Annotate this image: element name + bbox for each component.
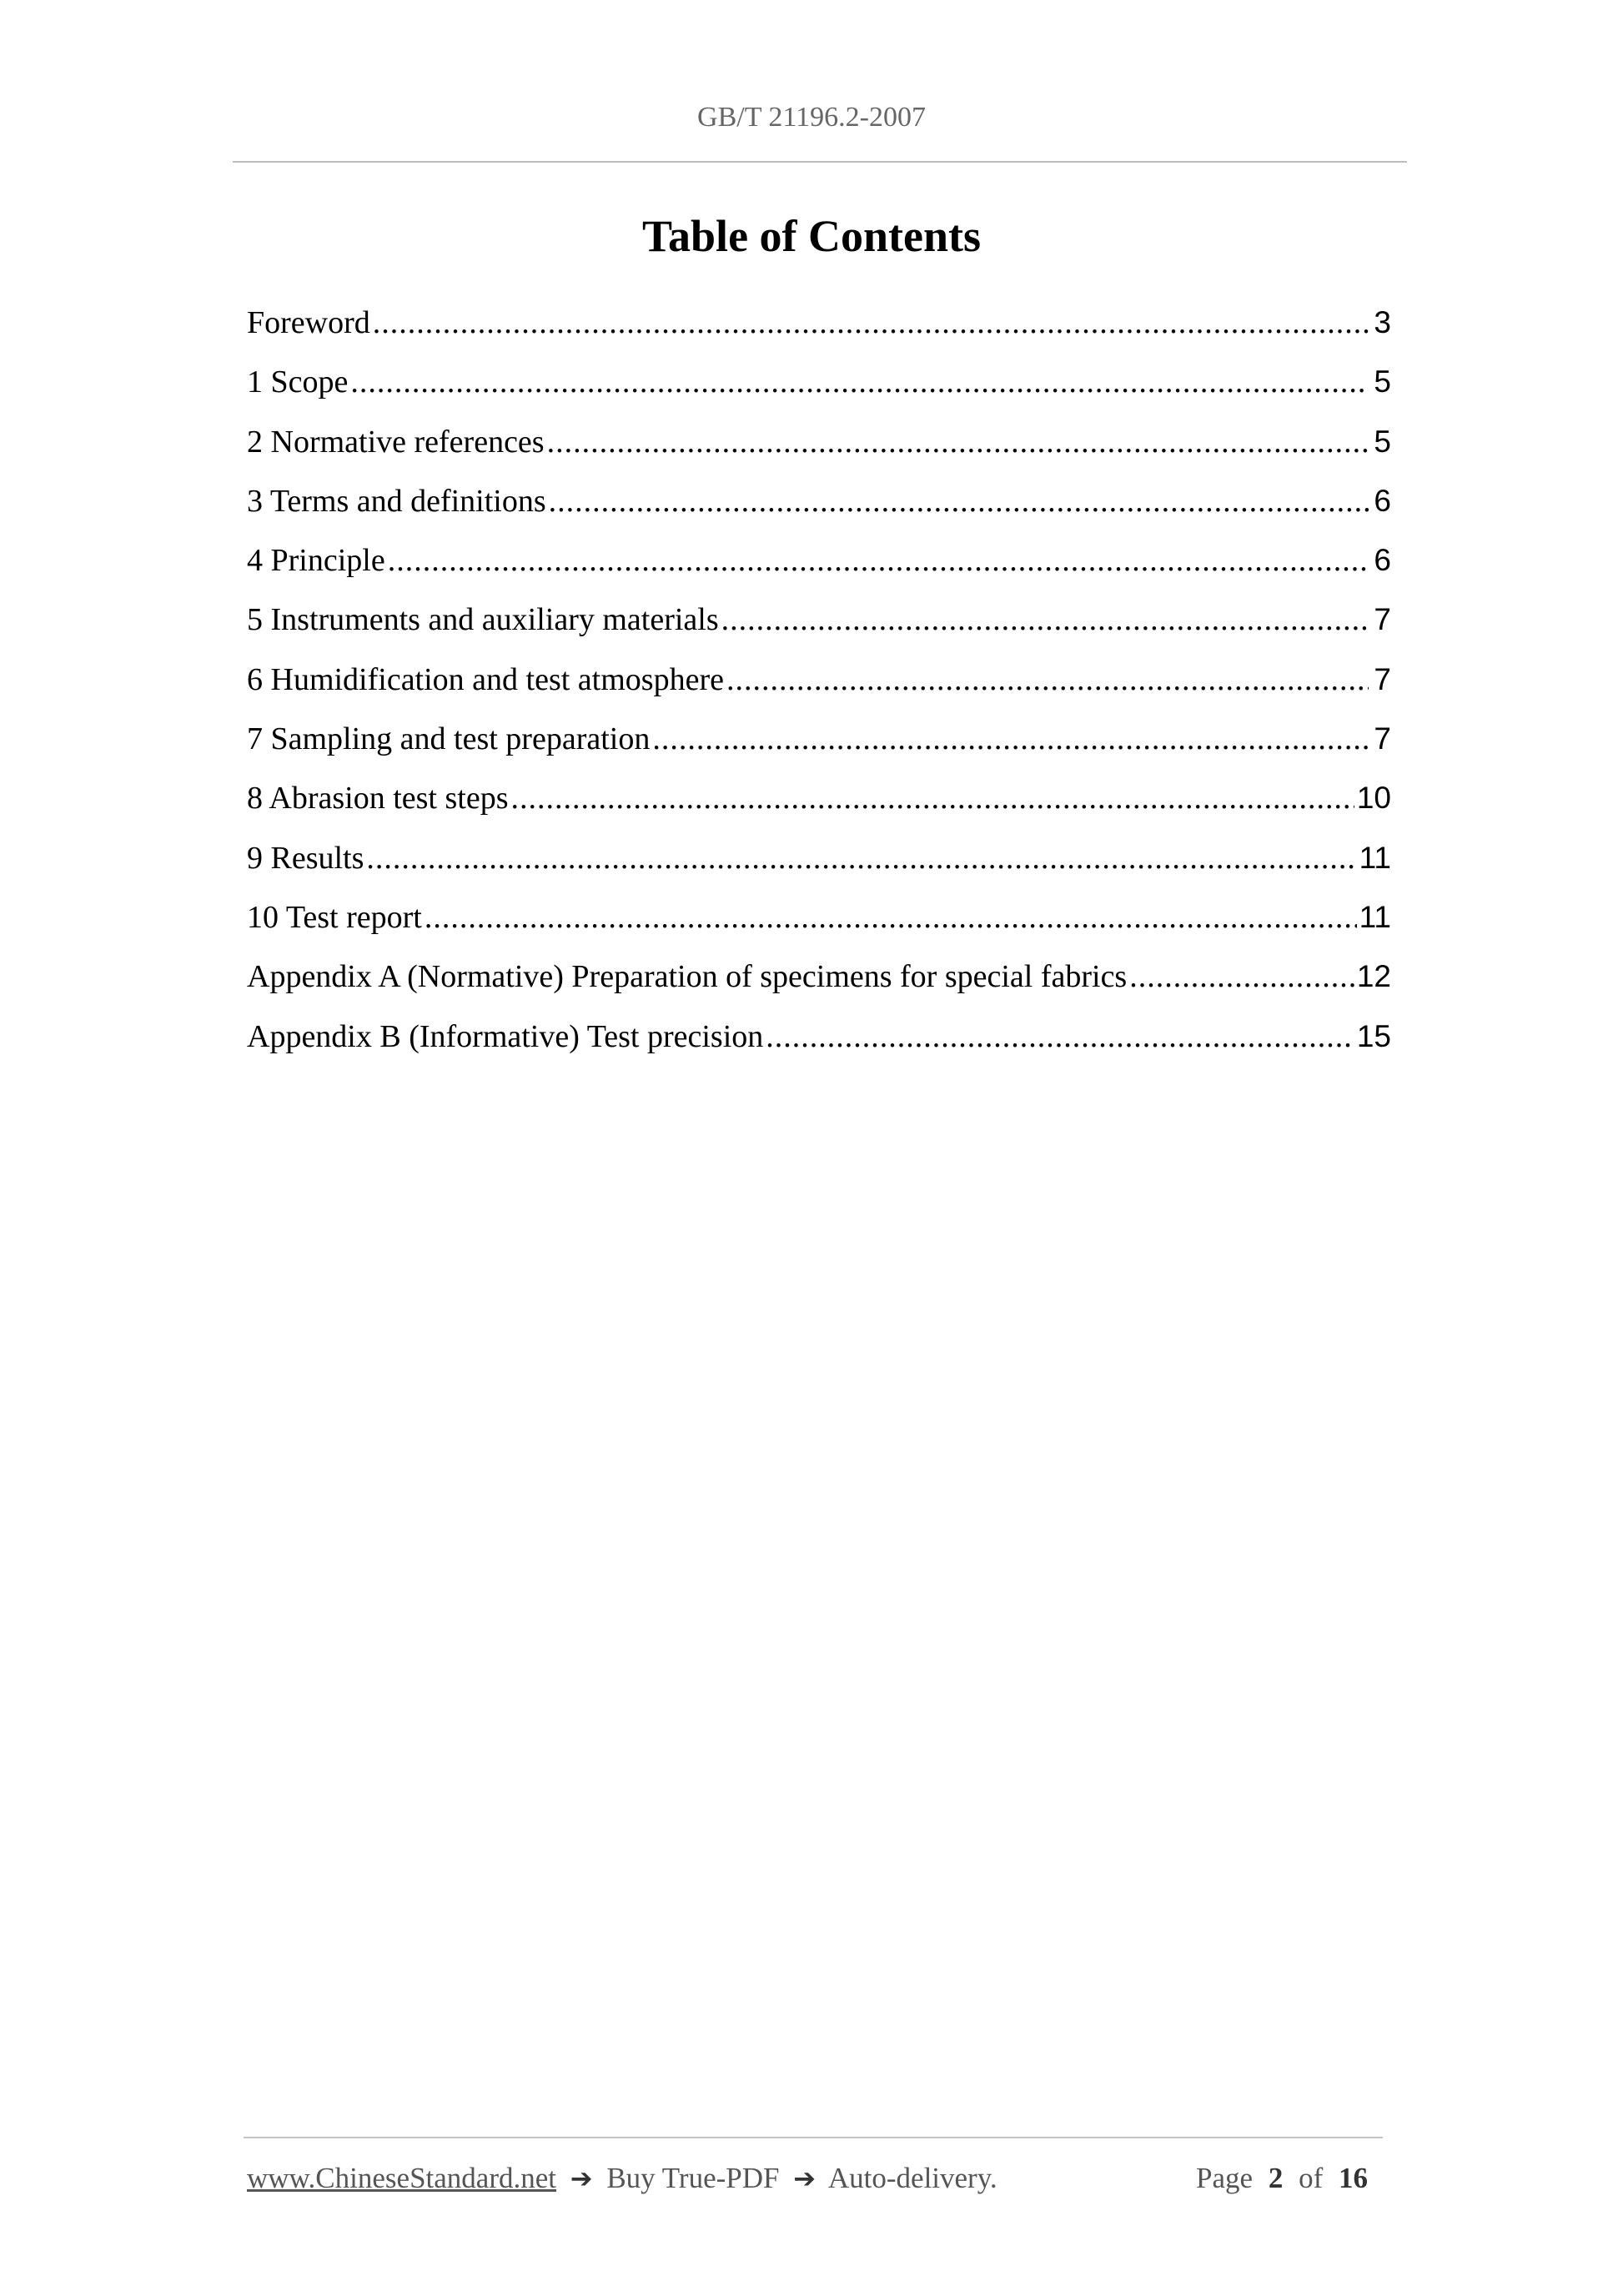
total-pages-number: 16: [1339, 2162, 1368, 2194]
toc-dot-leader: [547, 421, 1369, 463]
toc-entry-label: 4 Principle: [247, 543, 385, 579]
toc-entry-label: 10 Test report: [247, 899, 422, 935]
toc-title: Table of Contents: [641, 211, 982, 261]
toc-entry[interactable]: [247, 361, 1391, 420]
toc-entry-label: 9 Results: [247, 840, 364, 876]
footer-divider: [244, 2137, 1383, 2138]
toc-entry-label: 3 Terms and definitions: [247, 483, 546, 519]
document-code: GB/T 21196.2-2007: [697, 102, 926, 133]
toc-list: [247, 302, 1391, 1075]
toc-entry[interactable]: [247, 777, 1391, 837]
buy-true-pdf-text: Buy True-PDF: [606, 2162, 780, 2194]
toc-entry-page: 15: [1356, 1018, 1391, 1053]
toc-dot-leader: [652, 718, 1369, 760]
toc-entry[interactable]: [247, 659, 1391, 718]
toc-entry-page: 10: [1356, 781, 1391, 816]
toc-entry-page: 12: [1356, 959, 1391, 994]
toc-entry-page: 3: [1374, 305, 1391, 339]
toc-entry-label: 7 Sampling and test preparation: [247, 721, 651, 757]
toc-entry-page: 7: [1374, 602, 1391, 637]
toc-dot-leader: [510, 777, 1354, 819]
toc-entry[interactable]: [247, 837, 1391, 897]
toc-entry[interactable]: [247, 1016, 1391, 1075]
toc-entry-label: 1 Scope: [247, 364, 349, 400]
toc-entry-label: 5 Instruments and auxiliary materials: [247, 602, 719, 638]
toc-entry-label: 6 Humidification and test atmosphere: [247, 661, 724, 697]
toc-entry[interactable]: [247, 897, 1391, 956]
toc-entry-label: 2 Normative references: [247, 424, 545, 460]
toc-dot-leader: [721, 599, 1369, 641]
toc-entry-label: Foreword: [247, 305, 370, 340]
toc-entry-label: Appendix A (Normative) Preparation of specimens for special fabrics: [247, 959, 1128, 995]
toc-dot-leader: [1129, 956, 1354, 997]
right-arrow-icon: ➔: [793, 2163, 817, 2194]
right-arrow-icon: ➔: [570, 2163, 593, 2194]
toc-entry-page: 7: [1374, 661, 1391, 696]
toc-entry[interactable]: [247, 421, 1391, 480]
toc-entry-page: 6: [1374, 543, 1391, 578]
toc-entry-page: 5: [1374, 364, 1391, 399]
toc-entry[interactable]: [247, 956, 1391, 1015]
page-word: Page: [1196, 2162, 1254, 2194]
toc-entry-page: 11: [1359, 899, 1391, 934]
toc-entry[interactable]: [247, 540, 1391, 599]
header-divider: [233, 161, 1407, 163]
toc-entry-label: Appendix B (Informative) Test precision: [247, 1018, 764, 1054]
toc-dot-leader: [726, 659, 1369, 701]
toc-dot-leader: [766, 1016, 1354, 1058]
current-page-number: 2: [1268, 2162, 1284, 2194]
toc-entry[interactable]: [247, 718, 1391, 777]
toc-entry-page: 7: [1374, 721, 1391, 756]
toc-entry-page: 11: [1359, 840, 1391, 875]
toc-entry[interactable]: [247, 302, 1391, 361]
toc-entry[interactable]: [247, 599, 1391, 658]
toc-dot-leader: [350, 361, 1369, 403]
of-word: of: [1299, 2162, 1324, 2194]
toc-entry-page: 5: [1374, 424, 1391, 459]
page-indicator: [1196, 2162, 1376, 2195]
toc-dot-leader: [425, 897, 1357, 938]
toc-dot-leader: [388, 540, 1369, 581]
auto-delivery-text: Auto-delivery.: [827, 2162, 997, 2194]
toc-entry-page: 6: [1374, 483, 1391, 518]
toc-dot-leader: [373, 302, 1369, 344]
toc-entry[interactable]: [247, 480, 1391, 540]
toc-dot-leader: [366, 837, 1356, 879]
footer-promo: [247, 2162, 997, 2195]
toc-dot-leader: [549, 480, 1369, 522]
toc-entry-label: 8 Abrasion test steps: [247, 781, 509, 816]
website-link[interactable]: www.ChineseStandard.net: [247, 2162, 556, 2194]
